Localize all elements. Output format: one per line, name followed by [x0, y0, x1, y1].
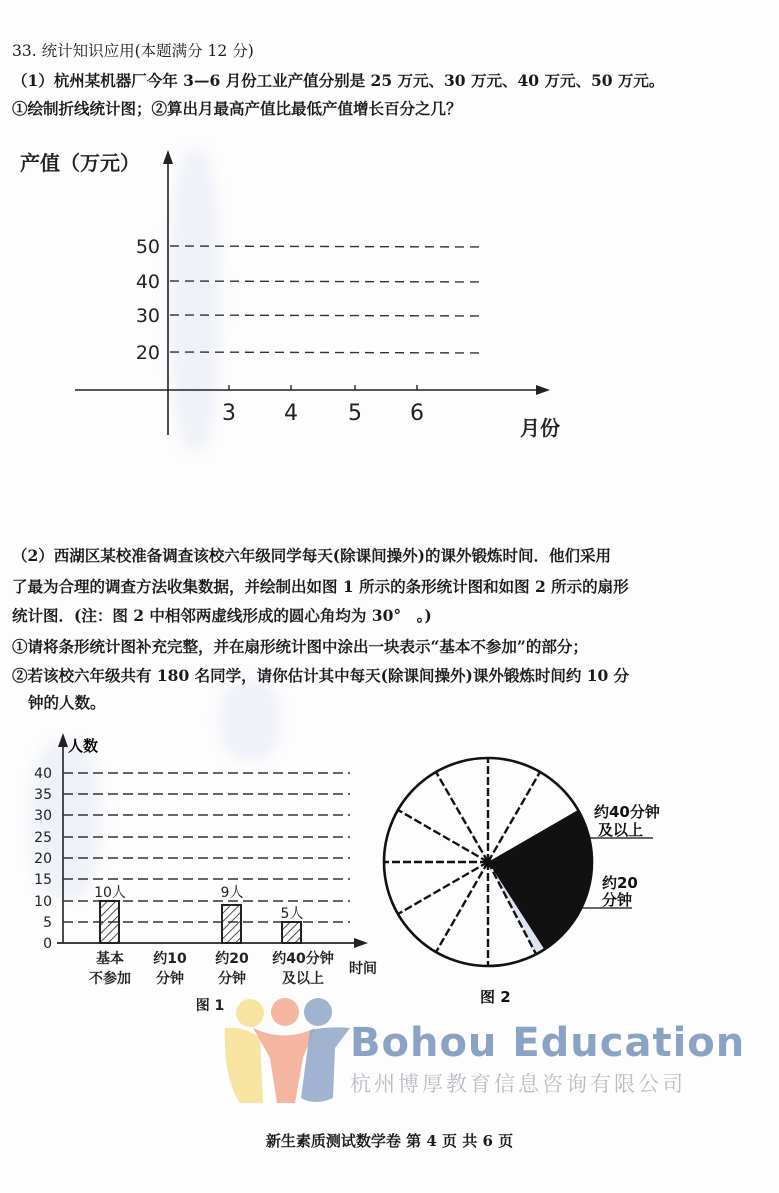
bar-basic-no	[100, 901, 119, 943]
svg-text:20: 20	[34, 851, 52, 867]
pie-label-20min-1: 约20	[602, 874, 638, 892]
svg-text:10: 10	[34, 894, 52, 910]
y-axis-label: 产值（万元）	[20, 151, 140, 175]
watermark-brand: Bohou Education	[350, 1020, 746, 1066]
shaded-sector	[488, 810, 592, 949]
pie-label-40min-2: 及以上	[598, 821, 644, 839]
part2-text-line3: 统计图．(注：图 2 中相邻两虚线形成的圆心角均为 30° 。)	[12, 606, 432, 625]
x-axis-arrow-icon	[536, 385, 550, 395]
figure1-caption: 图 1	[195, 998, 225, 1014]
x-tick-6: 6	[410, 401, 424, 426]
watermark-sub: 杭州博厚教育信息咨询有限公司	[350, 1072, 686, 1096]
figure2-caption: 图 2	[480, 988, 511, 1006]
part2-text-line4: ①请将条形统计图补充完整，并在扇形统计图中涂出一块表示“基本不参加”的部分；	[12, 637, 588, 656]
part1-text-line1: （1）杭州某机器厂今年 3—6 月份工业产值分别是 25 万元、30 万元、40 万元、50 万元。	[12, 71, 665, 90]
svg-text:基本: 基本	[96, 951, 124, 967]
svg-text:约20: 约20	[215, 951, 249, 967]
svg-text:约40分钟: 约40分钟	[272, 951, 334, 967]
svg-text:25: 25	[34, 830, 52, 846]
part1-text-line2: ①绘制折线统计图；②算出月最高产值比最低产值增长百分之几？	[12, 99, 462, 118]
svg-text:分钟: 分钟	[218, 971, 246, 987]
y-tick-30: 30	[135, 305, 160, 327]
part2-text-line6: 钟的人数。	[28, 693, 106, 712]
bar-40min	[282, 922, 301, 943]
y-axis-label: 人数	[68, 737, 99, 755]
bohou-logo-icon	[215, 998, 355, 1108]
pie-label-40min-1: 约40分钟	[594, 803, 660, 821]
x-axis-label: 月份	[520, 416, 560, 440]
svg-text:5: 5	[43, 915, 52, 931]
part2-text-line5: ②若该校六年级共有 180 名同学，请你估计其中每天(除课间操外)课外锻炼时间约 10 分	[12, 666, 630, 685]
line-chart-grid	[0, 130, 600, 450]
svg-text:分钟: 分钟	[156, 971, 184, 987]
part2-text-line2: 了最为合理的调查方法收集数据，并绘制出如图 1 所示的条形统计图和如图 2 所示的扇形	[12, 577, 629, 596]
x-tick-5: 5	[348, 401, 362, 426]
x-axis-arrow-icon	[354, 938, 368, 948]
svg-text:及以上: 及以上	[282, 971, 324, 987]
x-tick-3: 3	[222, 401, 236, 426]
bar-label-10: 10人	[94, 885, 126, 901]
pie-chart	[370, 740, 670, 1020]
question-header: 33. 统计知识应用(本题满分 12 分)	[12, 42, 254, 60]
svg-text:30: 30	[34, 808, 52, 824]
bar-chart	[20, 725, 390, 1020]
svg-text:35: 35	[34, 787, 52, 803]
page-footer: 新生素质测试数学卷 第 4 页 共 6 页	[265, 1132, 514, 1150]
bar-20min	[222, 905, 241, 943]
pie-label-20min-2: 分钟	[602, 891, 633, 909]
svg-text:0: 0	[43, 936, 52, 952]
svg-text:约10: 约10	[153, 951, 187, 967]
y-tick-40: 40	[135, 271, 160, 293]
svg-text:40: 40	[34, 766, 52, 782]
x-tick-4: 4	[284, 401, 298, 426]
svg-text:不参加: 不参加	[89, 971, 131, 987]
bar-label-5: 5人	[280, 906, 304, 922]
svg-text:15: 15	[34, 872, 52, 888]
part2-text-line1: （2）西湖区某校准备调查该校六年级同学每天(除课间操外)的课外锻炼时间．他们采用	[12, 546, 611, 565]
y-axis-arrow-icon	[163, 150, 173, 164]
y-axis-arrow-icon	[58, 733, 68, 747]
y-tick-20: 20	[135, 342, 160, 364]
svg-text:时间: 时间	[349, 961, 377, 977]
y-tick-50: 50	[135, 236, 160, 258]
bar-label-9: 9人	[220, 885, 244, 901]
